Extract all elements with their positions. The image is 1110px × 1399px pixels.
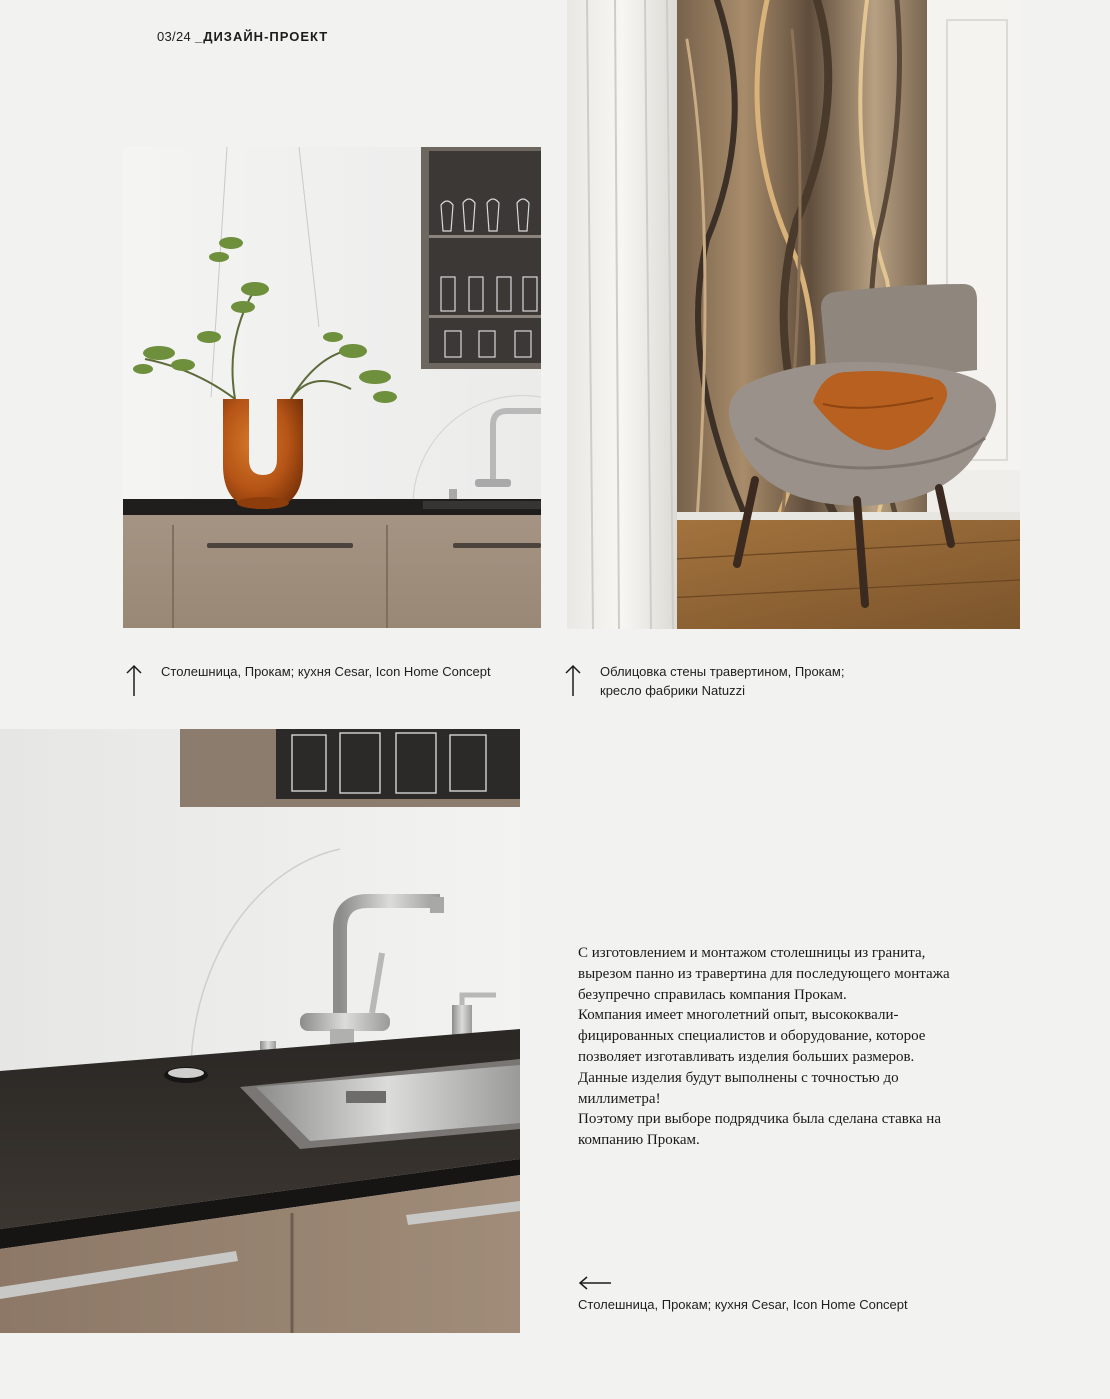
caption-kitchen-top: Столешница, Прокам; кухня Cesar, Icon Home Concept: [161, 664, 491, 679]
caption-armchair-line2: кресло фабрики Natuzzi: [600, 683, 745, 698]
arrow-up-icon: [124, 663, 144, 697]
article-body: [578, 943, 960, 1151]
article-paragraph: С изготовлением и монтажом столешницы из гранита, вырезом панно из травертина для последующего монтажа безупречно справилась компания Прокам.: [578, 945, 950, 1003]
arrow-left-icon: [578, 1275, 612, 1291]
section-title: _ДИЗАЙН-ПРОЕКТ: [194, 29, 329, 44]
arrow-up-icon: [563, 663, 583, 697]
photo-kitchen-vase: [123, 147, 541, 628]
article-paragraph: Поэтому при выборе подрядчика была сделана ставка на компанию Прокам.: [578, 1111, 941, 1149]
photo-travertine-armchair: [567, 0, 1020, 629]
page-header: [157, 29, 328, 44]
photo-kitchen-sink: [0, 729, 520, 1333]
caption-kitchen-bottom: Столешница, Прокам; кухня Cesar, Icon Home Concept: [578, 1297, 908, 1312]
issue-number: 03/24: [157, 29, 192, 44]
caption-armchair-line1: Облицовка стены травертином, Прокам;: [600, 664, 845, 679]
article-paragraph: Компания имеет многолетний опыт, высококвалифицированных специалистов и оборудование, которое позволяет изготавливать изделия больших размеров. Данные изделия будут выполнены с точностью до миллиметра!: [578, 1007, 926, 1107]
caption-armchair: [600, 662, 1000, 700]
